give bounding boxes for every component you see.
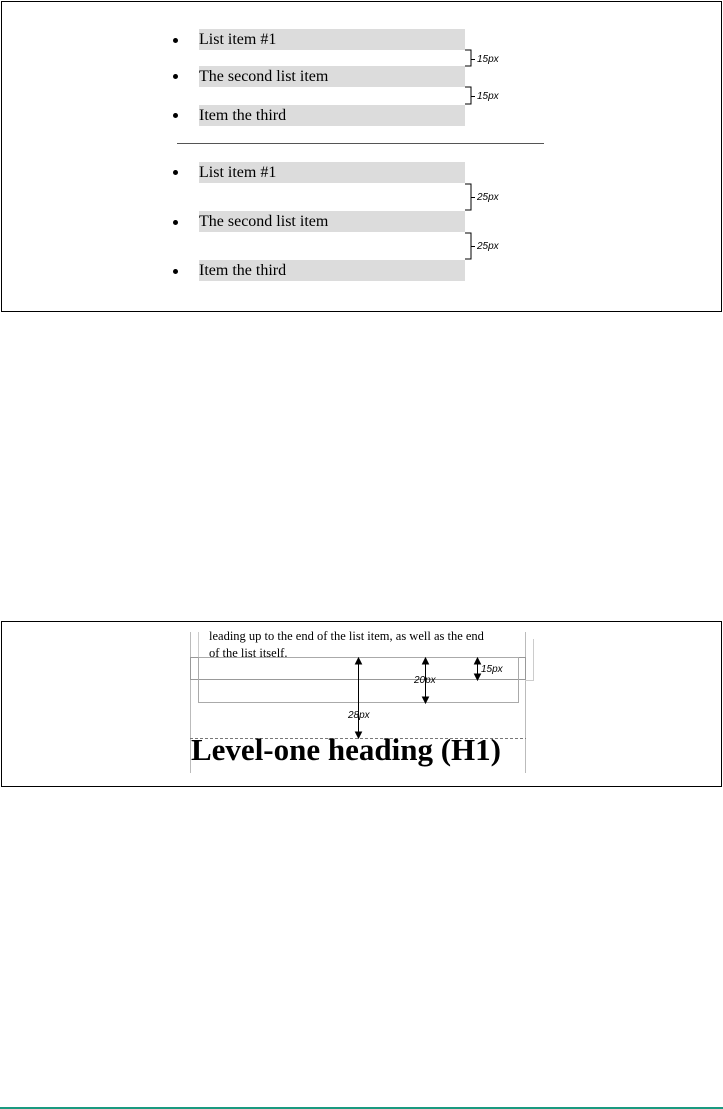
top-list-item-1: List item #1 <box>199 29 465 50</box>
top-list-item-2: The second list item <box>199 66 465 87</box>
bottom-spacing-label-1: 25px <box>477 192 499 203</box>
bottom-spacing-label-2: 25px <box>477 241 499 252</box>
bottom-list-item-2: The second list item <box>199 211 465 232</box>
arrowhead-up-icon <box>475 658 481 664</box>
paragraph-line-1: leading up to the end of the list item, as well as the end <box>209 629 484 643</box>
top-spacing-label-2: 15px <box>477 91 499 102</box>
h1-heading-sample: Level-one heading (H1) <box>191 732 501 767</box>
paragraph-line-2: of the list itself. <box>209 646 288 660</box>
arrowhead-up-icon <box>423 658 429 664</box>
dimension-label-15px: 15px <box>481 664 503 675</box>
top-list-item-3: Item the third <box>199 105 465 126</box>
dimension-label-20px: 20px <box>414 675 436 686</box>
bottom-list-item-1: List item #1 <box>199 162 465 183</box>
arrowhead-up-icon <box>356 658 362 664</box>
top-spacing-label-1: 15px <box>477 54 499 65</box>
dimension-label-28px: 28px <box>348 710 370 721</box>
bottom-list-item-3: Item the third <box>199 260 465 281</box>
